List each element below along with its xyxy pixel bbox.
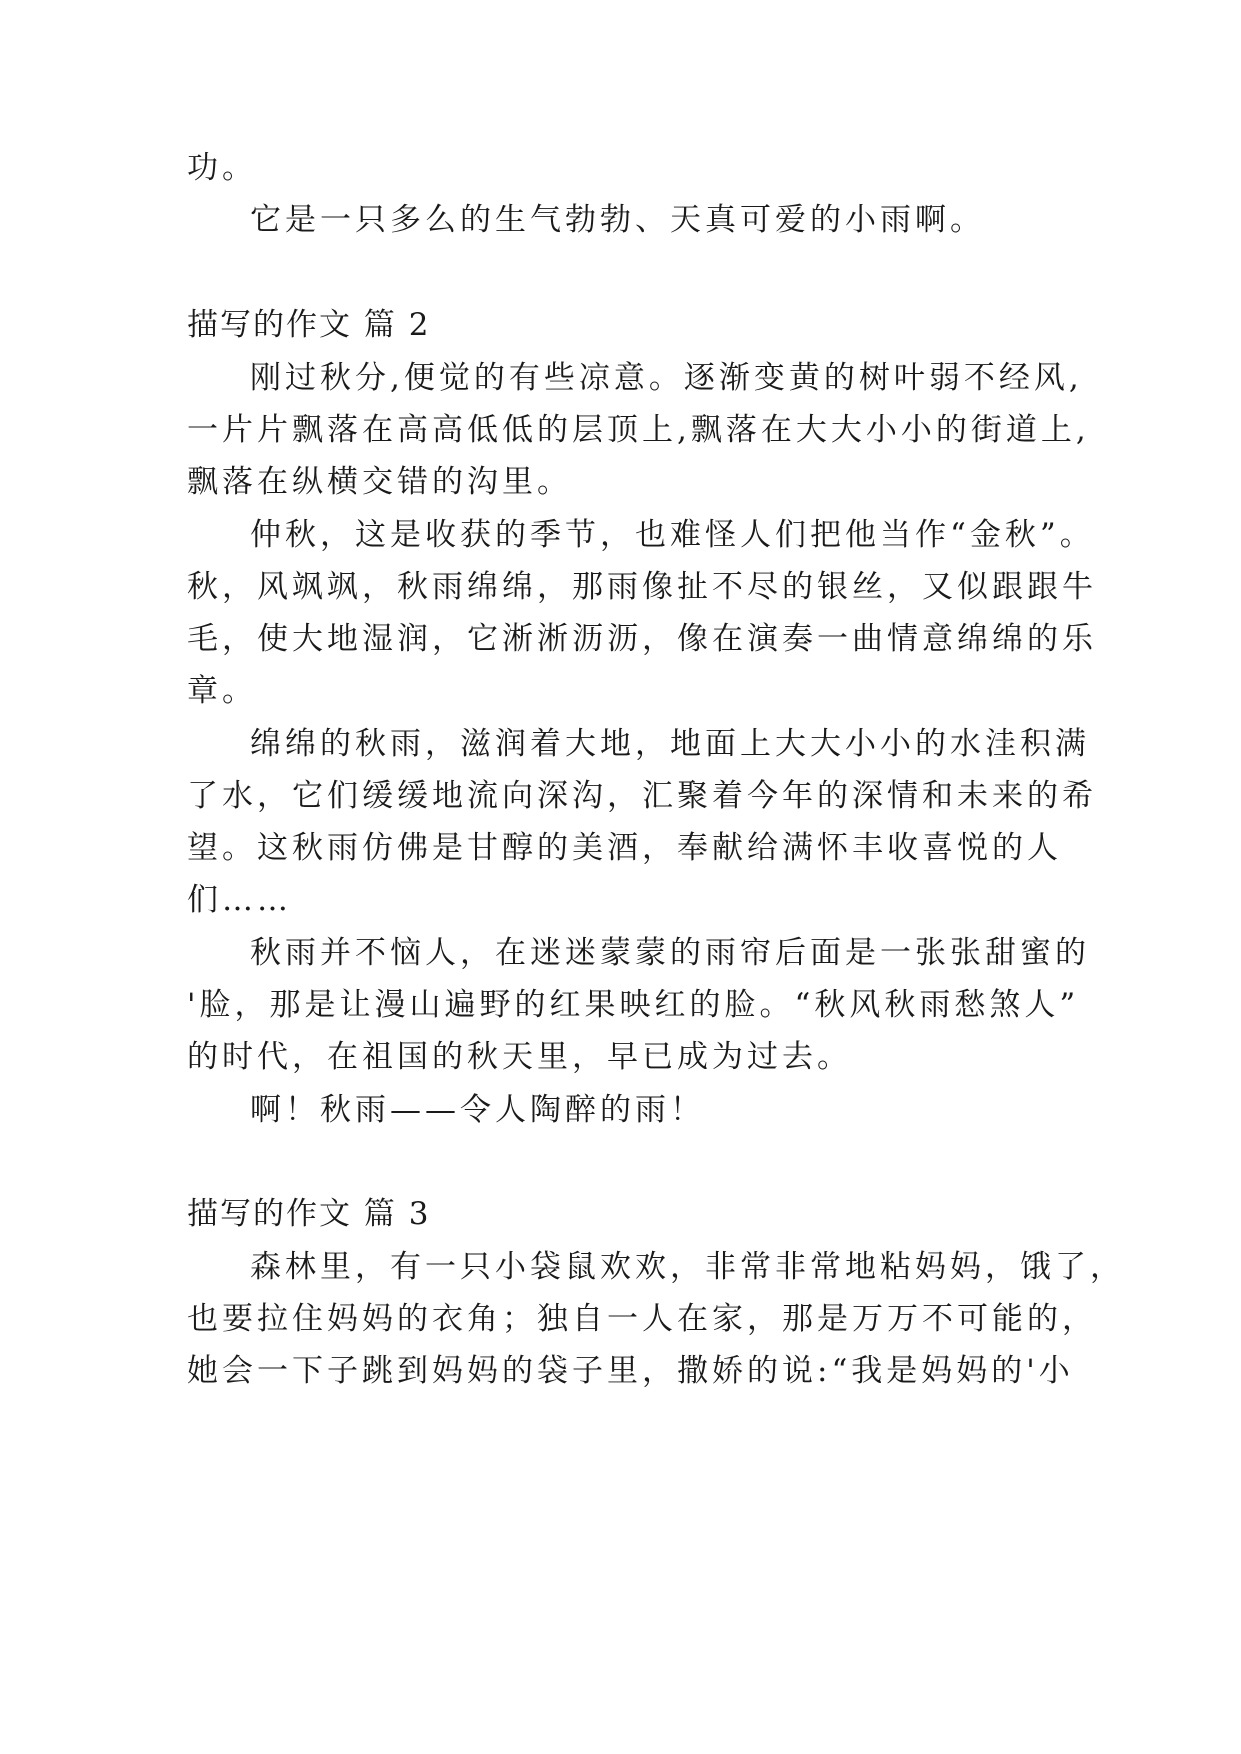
paragraph-line: 啊！秋雨——令人陶醉的雨！ bbox=[250, 1092, 705, 1128]
paragraph-line: 章。 bbox=[187, 673, 257, 709]
paragraph-line: 飘落在纵横交错的沟里。 bbox=[187, 464, 572, 500]
paragraph-line: 一片片飘落在高高低低的层顶上,飘落在大大小小的街道上, bbox=[187, 412, 1090, 448]
paragraph-line: 也要拉住妈妈的衣角；独自一人在家，那是万万不可能的， bbox=[187, 1301, 1097, 1337]
paragraph-line: 森林里，有一只小袋鼠欢欢，非常非常地粘妈妈，饿了， bbox=[250, 1249, 1125, 1285]
paragraph-line: 的时代，在祖国的秋天里，早已成为过去。 bbox=[187, 1039, 852, 1075]
section-heading: 描写的作文 篇 2 bbox=[187, 307, 431, 343]
paragraph-line: 毛，使大地湿润，它淅淅沥沥，像在演奏一曲情意绵绵的乐 bbox=[187, 621, 1097, 657]
paragraph-line: 仲秋，这是收获的季节，也难怪人们把他当作“金秋”。 bbox=[250, 517, 1095, 553]
paragraph-line: 秋雨并不恼人，在迷迷蒙蒙的雨帘后面是一张张甜蜜的 bbox=[250, 935, 1090, 971]
paragraph-line: 绵绵的秋雨，滋润着大地，地面上大大小小的水洼积满 bbox=[250, 726, 1090, 762]
paragraph-line: 秋，风飒飒，秋雨绵绵，那雨像扯不尽的银丝，又似跟跟牛 bbox=[187, 569, 1097, 605]
paragraph-line: 刚过秋分,便觉的有些凉意。逐渐变黄的树叶弱不经风, bbox=[250, 360, 1083, 396]
paragraph-line: 望。这秋雨仿佛是甘醇的美酒，奉献给满怀丰收喜悦的人 bbox=[187, 830, 1062, 866]
section-heading: 描写的作文 篇 3 bbox=[187, 1196, 431, 1232]
paragraph-line: 们…… bbox=[187, 882, 292, 918]
paragraph-line: 了水，它们缓缓地流向深沟，汇聚着今年的深情和未来的希 bbox=[187, 778, 1097, 814]
paragraph-line: '脸，那是让漫山遍野的红果映红的脸。“秋风秋雨愁煞人” bbox=[187, 987, 1080, 1023]
paragraph-line: 它是一只多么的生气勃勃、天真可爱的小雨啊。 bbox=[250, 202, 985, 238]
paragraph-line: 功。 bbox=[187, 150, 257, 186]
paragraph-line: 她会一下子跳到妈妈的袋子里，撒娇的说:“我是妈妈的'小 bbox=[187, 1353, 1074, 1389]
